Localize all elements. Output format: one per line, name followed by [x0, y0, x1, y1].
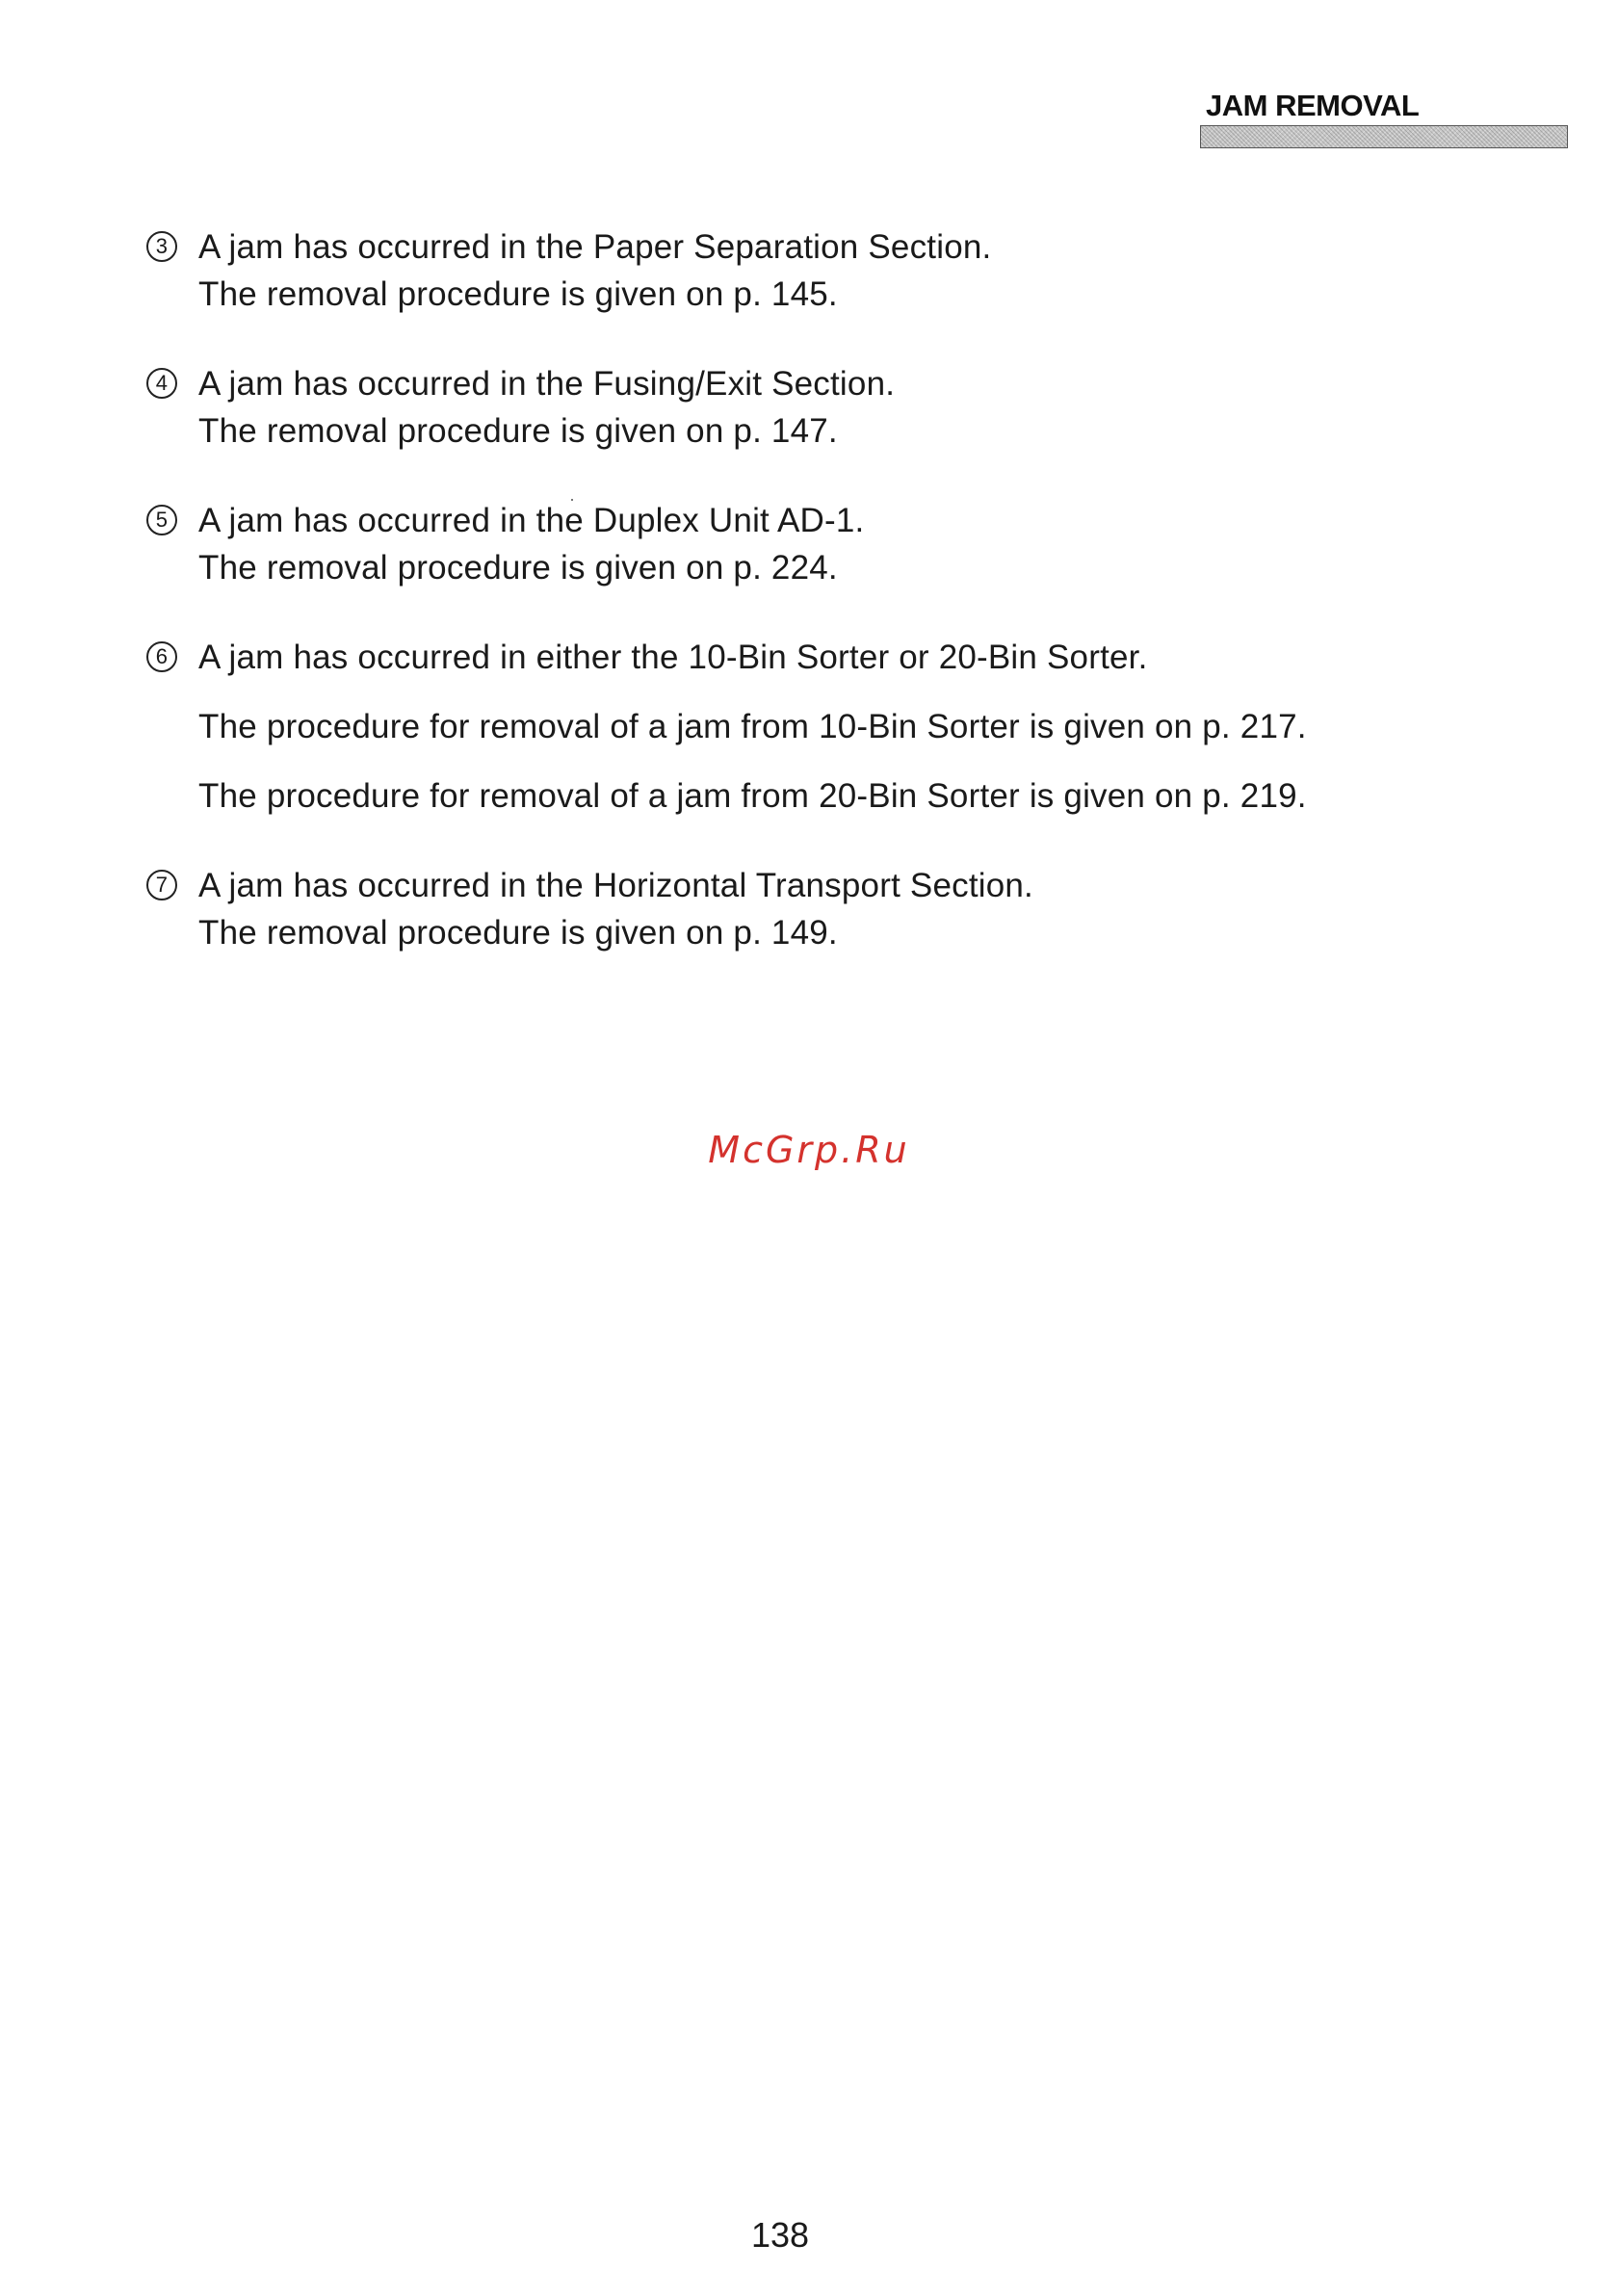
item-description: A jam has occurred in either the 10-Bin Sorter or 20-Bin Sorter.	[198, 639, 1148, 676]
item-number-badge: 6	[146, 641, 177, 672]
item-number-badge: 7	[146, 870, 177, 900]
section-title-bar	[1200, 125, 1568, 148]
item-number-badge: 5	[146, 505, 177, 535]
item-procedure-ref: The removal procedure is given on p. 147.	[198, 412, 838, 450]
jam-item-3	[144, 223, 1416, 318]
page-number: 138	[750, 2215, 810, 2255]
jam-item-7	[144, 862, 1416, 956]
jam-item-5	[144, 497, 1416, 591]
section-header	[1200, 89, 1568, 148]
jam-item-6	[144, 634, 1416, 820]
item-description: A jam has occurred in the Paper Separation Section.	[198, 228, 992, 266]
jam-item-4	[144, 360, 1416, 455]
item-number-badge: 3	[146, 231, 177, 262]
item-procedure-ref: The removal procedure is given on p. 149.	[198, 914, 838, 952]
item-description: A jam has occurred in the Fusing/Exit Section.	[198, 365, 896, 403]
section-title: JAM REMOVAL	[1206, 89, 1420, 122]
item-description: A jam has occurred in the Duplex Unit AD-1.	[198, 502, 865, 539]
item-procedure-ref: The removal procedure is given on p. 224.	[198, 549, 838, 587]
jam-item-list	[144, 223, 1416, 999]
item-procedure-ref: The procedure for removal of a jam from 10-Bin Sorter is given on p. 217.	[198, 708, 1307, 745]
item-description: A jam has occurred in the Horizontal Transport Section.	[198, 867, 1033, 904]
item-procedure-ref: The removal procedure is given on p. 145.	[198, 275, 838, 313]
watermark: McGrp.Ru	[708, 1129, 910, 1171]
item-procedure-ref: The procedure for removal of a jam from 20-Bin Sorter is given on p. 219.	[198, 777, 1307, 815]
item-number-badge: 4	[146, 368, 177, 399]
